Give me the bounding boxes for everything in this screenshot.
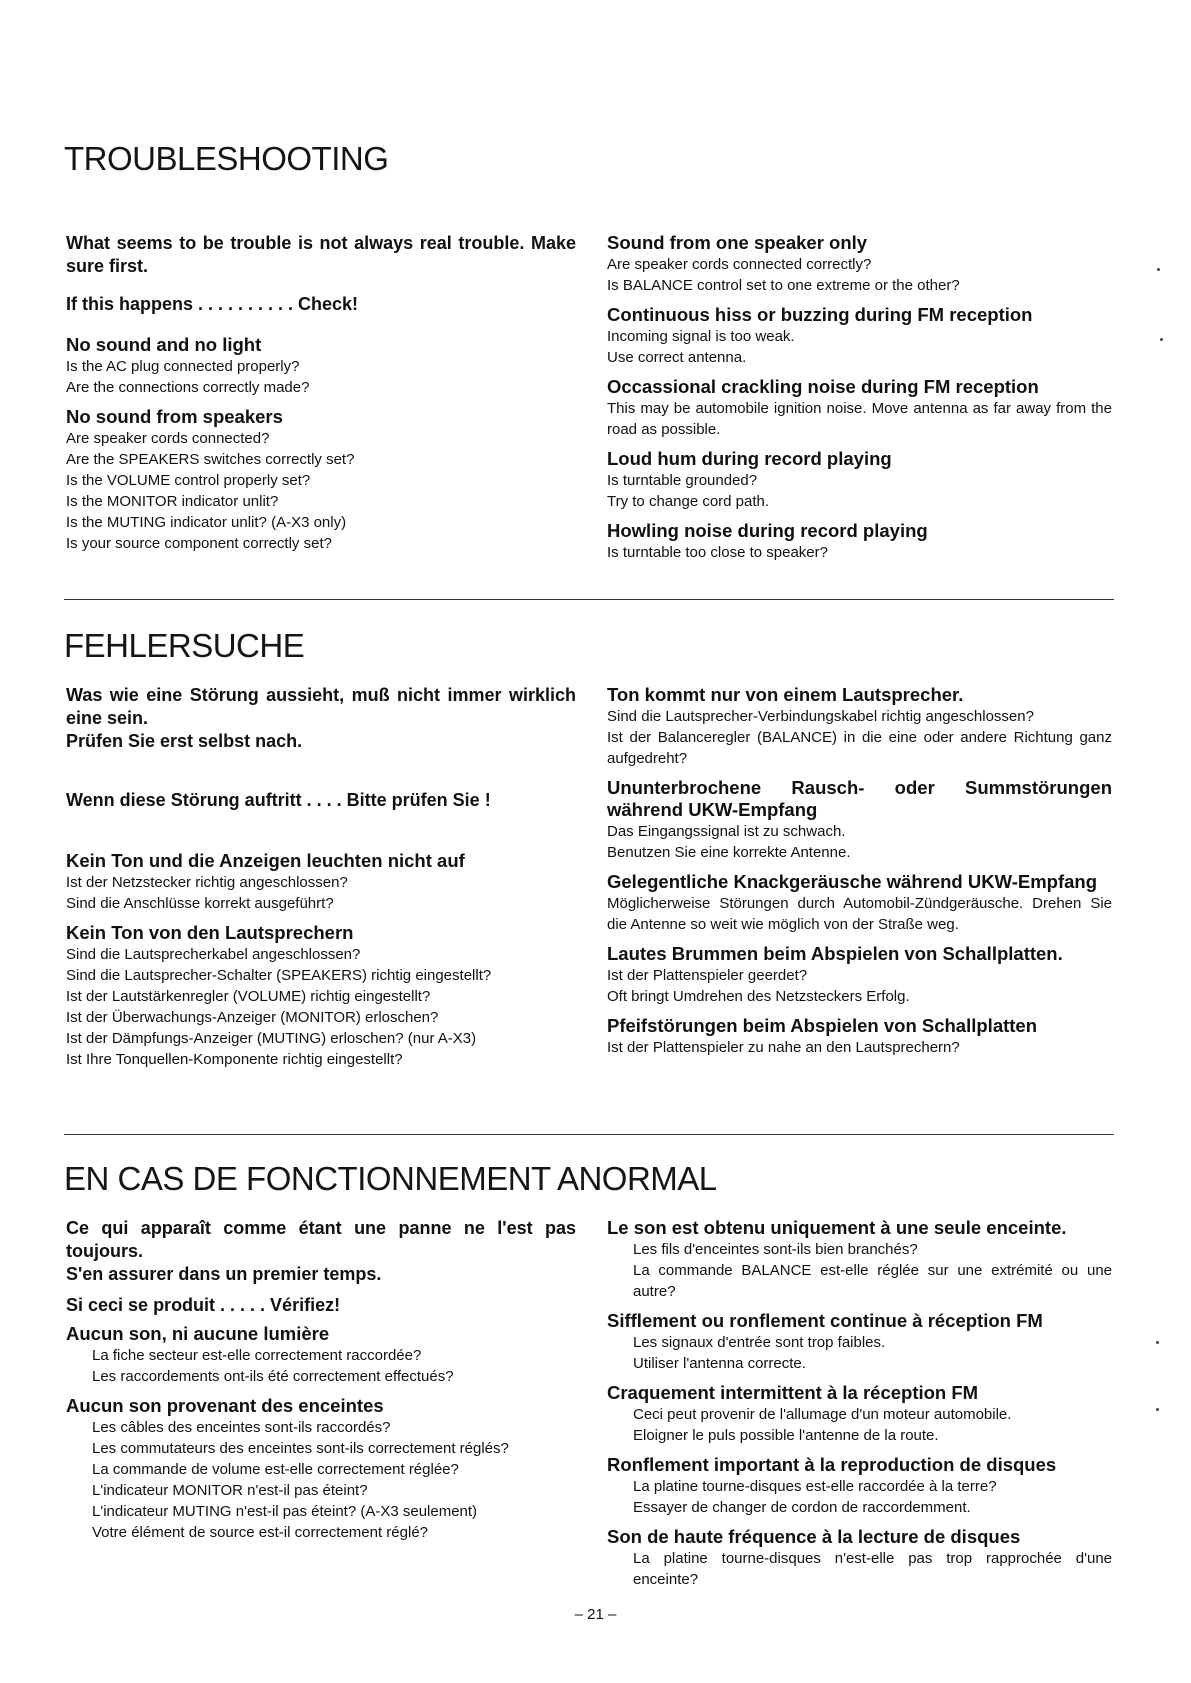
symptom-block (607, 520, 1112, 563)
check-item: Use correct antenna. (607, 349, 747, 366)
section-title: TROUBLESHOOTING (64, 140, 389, 177)
check-item: Les commutateurs des enceintes sont-ils correctement réglés? (92, 1440, 509, 1457)
symptom-heading: Sifflement ou ronflement continue à réception FM (607, 1310, 1043, 1331)
symptom-heading: Occassional crackling noise during FM reception (607, 376, 1039, 397)
section-fehlersuche-de (64, 627, 1114, 1068)
check-item: L'indicateur MUTING n'est-il pas éteint? (A-X3 seulement) (92, 1503, 478, 1520)
left-column (66, 1217, 576, 1551)
check-item: Incoming signal is too weak. (607, 328, 795, 345)
speck-mark (1156, 1341, 1159, 1344)
symptom-heading: Ton kommt nur von einem Lautsprecher. (607, 684, 964, 705)
check-item: Sind die Lautsprecher-Verbindungskabel richtig angeschlossen? (607, 708, 1034, 725)
check-item: Ist der Dämpfungs-Anzeiger (MUTING) erloschen? (nur A-X3) (66, 1030, 477, 1047)
symptom-block (66, 1323, 576, 1387)
symptom-heading: Ronflement important à la reproduction de disques (607, 1454, 1057, 1475)
symptom-block (607, 777, 1112, 863)
symptom-list (66, 850, 576, 1070)
symptom-block (66, 334, 576, 398)
symptom-block (607, 304, 1112, 368)
intro-text (66, 684, 576, 753)
symptom-heading: Continuous hiss or buzzing during FM reception (607, 304, 1033, 325)
check-item: Utiliser l'antenna correcte. (633, 1355, 806, 1372)
symptom-block (66, 850, 576, 914)
symptom-block (607, 376, 1112, 440)
check-item: La platine tourne-disques n'est-elle pas trop rapprochée d'une enceinte? (633, 1550, 1112, 1588)
symptom-heading: Le son est obtenu uniquement à une seule enceinte. (607, 1217, 1067, 1238)
symptom-block (66, 406, 576, 554)
symptom-list (607, 1217, 1112, 1590)
symptom-block (66, 1395, 576, 1543)
symptom-heading: Lautes Brummen beim Abspielen von Schallplatten. (607, 943, 1063, 964)
symptom-block (607, 1526, 1112, 1590)
check-item: Oft bringt Umdrehen des Netzsteckers Erfolg. (607, 988, 910, 1005)
symptom-heading: No sound and no light (66, 334, 262, 355)
left-column (66, 232, 576, 562)
check-line: Wenn diese Störung auftritt . . . . Bitte prüfen Sie ! (66, 790, 491, 810)
check-item: Les câbles des enceintes sont-ils raccordés? (92, 1419, 391, 1436)
check-item: Is BALANCE control set to one extreme or the other? (607, 277, 960, 294)
check-item: Das Eingangssignal ist zu schwach. (607, 823, 846, 840)
symptom-block (607, 1217, 1112, 1302)
check-item: Are speaker cords connected? (66, 430, 270, 447)
check-item: Benutzen Sie eine korrekte Antenne. (607, 844, 851, 861)
check-item: Votre élément de source est-il correctement réglé? (92, 1524, 428, 1541)
check-item: Ceci peut provenir de l'allumage d'un moteur automobile. (633, 1406, 1012, 1423)
intro-line: Was wie eine Störung aussieht, muß nicht immer wirklich eine sein. (66, 685, 576, 728)
right-column (607, 1217, 1112, 1598)
section-title: FEHLERSUCHE (64, 627, 305, 664)
symptom-block (607, 1015, 1112, 1058)
check-item: La fiche secteur est-elle correctement raccordée? (92, 1347, 422, 1364)
check-item: Sind die Lautsprecher-Schalter (SPEAKERS) richtig eingestellt? (66, 967, 492, 984)
symptom-list (66, 1323, 576, 1543)
check-line: If this happens . . . . . . . . . . Check! (66, 294, 359, 314)
section-anormal-fr (64, 1160, 1114, 1588)
check-item: Möglicherweise Störungen durch Automobil-Zündgeräusche. Drehen Sie die Antenne so weit wie möglich von der Straße weg. (607, 895, 1112, 933)
check-item: Les signaux d'entrée sont trop faibles. (633, 1334, 886, 1351)
symptom-list (607, 232, 1112, 563)
check-line: Si ceci se produit . . . . . Vérifiez! (66, 1295, 341, 1315)
check-item: Is the AC plug connected properly? (66, 358, 300, 375)
symptom-block (607, 448, 1112, 512)
intro-text (66, 232, 576, 278)
symptom-block (607, 684, 1112, 769)
right-column (607, 684, 1112, 1066)
symptom-heading: Howling noise during record playing (607, 520, 928, 541)
check-item: Is the MONITOR indicator unlit? (66, 493, 279, 510)
page-number: – 21 – (574, 1606, 617, 1623)
symptom-heading: Craquement intermittent à la réception FM (607, 1382, 979, 1403)
symptom-block (607, 1382, 1112, 1446)
check-item: Ist der Lautstärkenregler (VOLUME) richtig eingestellt? (66, 988, 431, 1005)
check-item: Eloigner le puls possible l'antenne de la route. (633, 1427, 939, 1444)
left-column (66, 684, 576, 1078)
intro-line: Prüfen Sie erst selbst nach. (66, 731, 303, 751)
symptom-heading: Gelegentliche Knackgeräusche während UKW-Empfang (607, 871, 1097, 892)
right-column (607, 232, 1112, 571)
check-item: Ist der Netzstecker richtig angeschlossen? (66, 874, 348, 891)
intro-line: What seems to be trouble is not always real trouble. Make sure first. (66, 233, 576, 276)
symptom-heading: Son de haute fréquence à la lecture de disques (607, 1526, 1021, 1547)
check-item: La platine tourne-disques est-elle raccordée à la terre? (633, 1478, 997, 1495)
check-item: Les raccordements ont-ils été correctement effectués? (92, 1368, 454, 1385)
check-item: Ist der Überwachungs-Anzeiger (MONITOR) erloschen? (66, 1009, 439, 1026)
symptom-heading: Kein Ton und die Anzeigen leuchten nicht auf (66, 850, 465, 871)
symptom-block (607, 871, 1112, 935)
check-item: This may be automobile ignition noise. Move antenna as far away from the road as possible. (607, 400, 1112, 438)
check-item: La commande BALANCE est-elle réglée sur une extrémité ou une autre? (633, 1262, 1112, 1300)
section-troubleshooting-en (64, 140, 1114, 561)
intro-line: S'en assurer dans un premier temps. (66, 1264, 382, 1284)
check-item: Is the MUTING indicator unlit? (A-X3 only) (66, 514, 347, 531)
symptom-heading: Aucun son, ni aucune lumière (66, 1323, 330, 1344)
check-item: Les fils d'enceintes sont-ils bien branchés? (633, 1241, 918, 1258)
intro-text (66, 1217, 576, 1286)
symptom-list (607, 684, 1112, 1058)
symptom-heading: Loud hum during record playing (607, 448, 892, 469)
speck-mark (1156, 1408, 1159, 1411)
check-item: Is your source component correctly set? (66, 535, 332, 552)
symptom-block (607, 232, 1112, 296)
check-item: Ist Ihre Tonquellen-Komponente richtig eingestellt? (66, 1051, 403, 1068)
check-item: Ist der Plattenspieler zu nahe an den Lautsprechern? (607, 1039, 960, 1056)
check-item: Are the connections correctly made? (66, 379, 310, 396)
symptom-heading: Aucun son provenant des enceintes (66, 1395, 384, 1416)
check-item: Sind die Lautsprecherkabel angeschlossen? (66, 946, 361, 963)
section-divider (64, 1134, 1114, 1135)
symptom-block (607, 1310, 1112, 1374)
check-item: Ist der Balanceregler (BALANCE) in die eine oder andere Richtung ganz aufgedreht? (607, 729, 1112, 767)
check-item: Is the VOLUME control properly set? (66, 472, 311, 489)
check-item: Is turntable too close to speaker? (607, 544, 828, 561)
symptom-list (66, 334, 576, 554)
speck-mark (1160, 338, 1163, 341)
section-title: EN CAS DE FONCTIONNEMENT ANORMAL (64, 1160, 717, 1197)
check-item: Is turntable grounded? (607, 472, 758, 489)
symptom-heading: Pfeifstörungen beim Abspielen von Schallplatten (607, 1015, 1038, 1036)
check-item: Essayer de changer de cordon de raccordemment. (633, 1499, 971, 1516)
check-item: Are the SPEAKERS switches correctly set? (66, 451, 355, 468)
symptom-heading: Ununterbrochene Rausch- oder Summstörungen während UKW-Empfang (607, 777, 1112, 820)
symptom-heading: Sound from one speaker only (607, 232, 868, 253)
symptom-block (66, 922, 576, 1070)
check-item: Are speaker cords connected correctly? (607, 256, 872, 273)
section-divider (64, 599, 1114, 600)
symptom-heading: No sound from speakers (66, 406, 283, 427)
speck-mark (1157, 268, 1160, 271)
symptom-heading: Kein Ton von den Lautsprechern (66, 922, 354, 943)
intro-line: Ce qui apparaît comme étant une panne ne l'est pas toujours. (66, 1218, 576, 1261)
check-item: L'indicateur MONITOR n'est-il pas éteint? (92, 1482, 368, 1499)
symptom-block (607, 943, 1112, 1007)
check-item: Try to change cord path. (607, 493, 770, 510)
check-item: Sind die Anschlüsse korrekt ausgeführt? (66, 895, 334, 912)
symptom-block (607, 1454, 1112, 1518)
check-item: La commande de volume est-elle correctement réglée? (92, 1461, 459, 1478)
check-item: Ist der Plattenspieler geerdet? (607, 967, 808, 984)
